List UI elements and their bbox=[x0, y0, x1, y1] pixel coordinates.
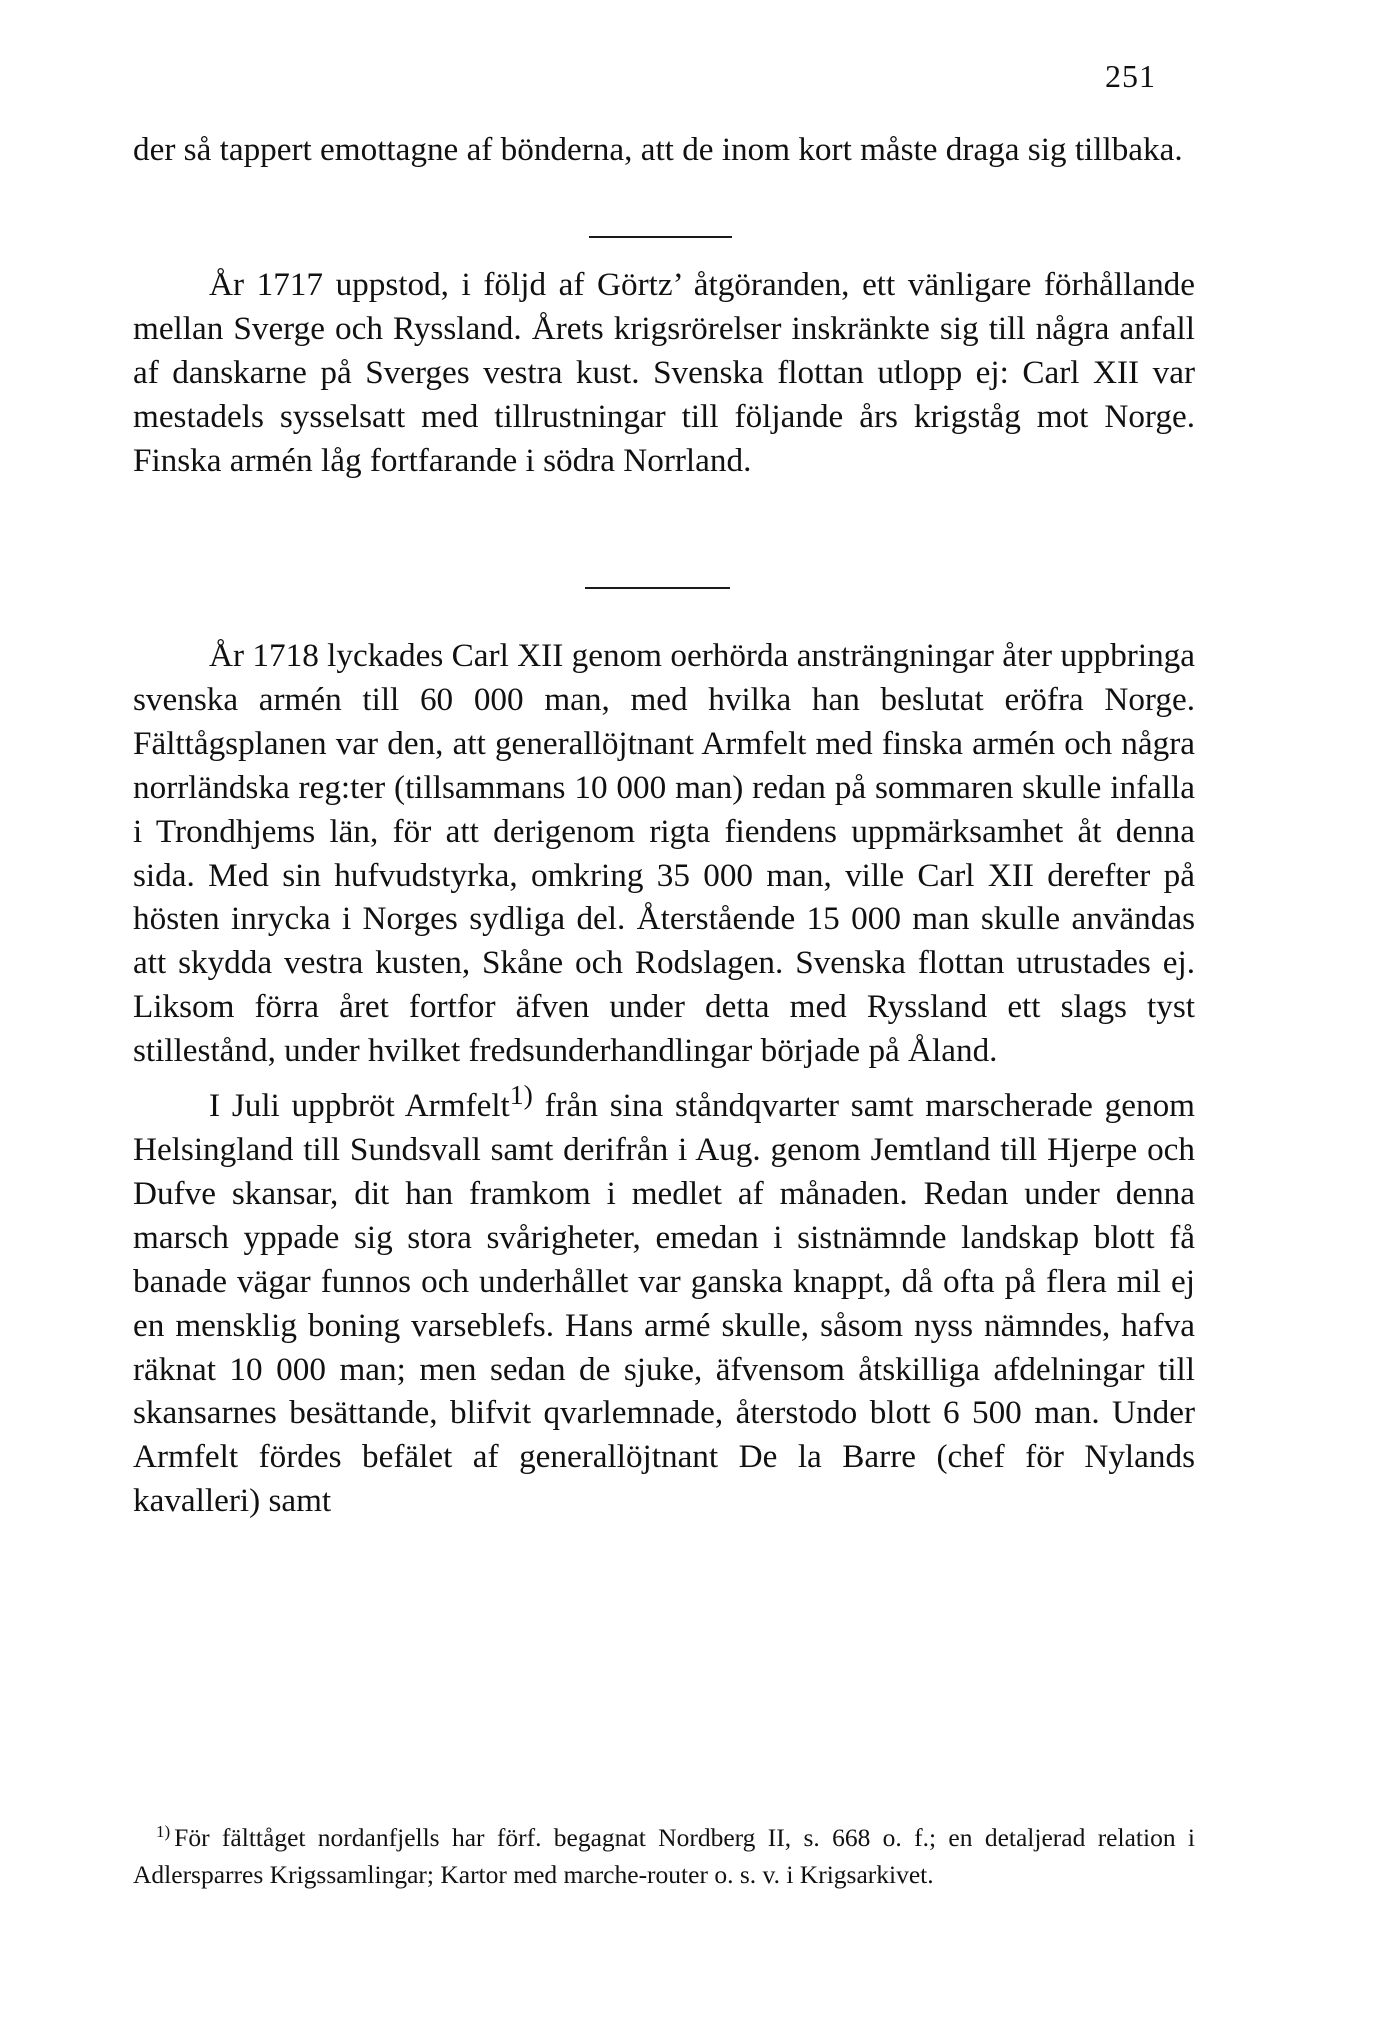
paragraph-1718-first: År 1718 lyckades Carl XII genom oerhörda ansträngningar åter uppbringa svenska armén till 60 000 man, med hvilka han beslutat eröfra Norge. Fälttågsplanen var den, att generallöjtnant Armfelt med finska armén och några norrländska reg:ter (tillsammans 10 000 man) redan på sommaren skulle infalla i Trondhjems län, för att derigenom rigta fiendens uppmärksamhet åt denna sida. Med sin hufvudstyrka, omkring 35 000 man, ville Carl XII derefter på hösten inrycka i Norges sydliga del. Återstående 15 000 man skulle användas att skydda vestra kusten, Skåne och Rodslagen. Svenska flottan utrustades ej. Liksom förra året fortfor äfven under detta med Ryssland ett slags tyst stillestånd, under hvilket fredsunderhandlingar började på Åland. bbox=[133, 637, 1195, 1070]
footnote-body: För fälttåget nordanfjells har förf. begagnat Nordberg II, s. 668 o. f.; en detaljerad relation i Adlersparres Krigssamlingar; Kartor med marche-router o. s. v. i Krigsarkivet. bbox=[133, 1823, 1195, 1889]
intro-paragraph: der så tappert emottagne af bönderna, att de inom kort måste draga sig tillbaka. bbox=[133, 131, 1183, 168]
section-1718 bbox=[133, 634, 1195, 1523]
footnote-reference: 1) bbox=[509, 1079, 533, 1111]
paragraph-text-before-note: I Juli uppbröt Armfelt bbox=[209, 1087, 510, 1125]
footnote bbox=[133, 1813, 1195, 1893]
section-1717 bbox=[133, 263, 1195, 483]
section-divider-rule bbox=[589, 236, 732, 238]
paragraph-1718-second bbox=[133, 1073, 1195, 1523]
paragraph-text-after-note: från sina ståndqvarter samt marscherade genom Helsingland till Sundsvall samt derifrån i Aug. genom Jemtland till Hjerpe och Dufve skansar, dit han framkom i medlet af månaden. Redan under denna marsch yppade sig stora svårigheter, emedan i sistnämnde landskap blott få banade vägar funnos och underhållet var ganska knappt, då ofta på flera mil ej en mensklig boning varseblefs. Hans armé skulle, såsom nyss nämndes, hafva räknat 10 000 man; men sedan de sjuke, äfvensom åtskilliga afdelningar till skansarnes besättande, blifvit qvarlemnade, återstodo blott 6 500 man. Under Armfelt fördes befälet af generallöjtnant De la Barre (chef för Nylands kavalleri) samt bbox=[133, 1087, 1195, 1520]
section-divider-rule bbox=[585, 587, 730, 589]
page-number: 251 bbox=[1105, 58, 1156, 94]
footnote-marker: 1) bbox=[156, 1822, 171, 1841]
footnote-text bbox=[133, 1813, 1195, 1893]
intro-paragraph-block bbox=[133, 128, 1195, 172]
paragraph-1717: År 1717 uppstod, i följd af Görtz’ åtgöranden, ett vänligare förhållande mellan Sverge och Ryssland. Årets krigsrörelser inskränkte sig till några anfall af danskarne på Sverges vestra kust. Svenska flottan utlopp ej: Carl XII var mestadels sysselsatt med tillrustningar till följande års krigståg mot Norge. Finska armén låg fortfarande i södra Norrland. bbox=[133, 266, 1195, 479]
